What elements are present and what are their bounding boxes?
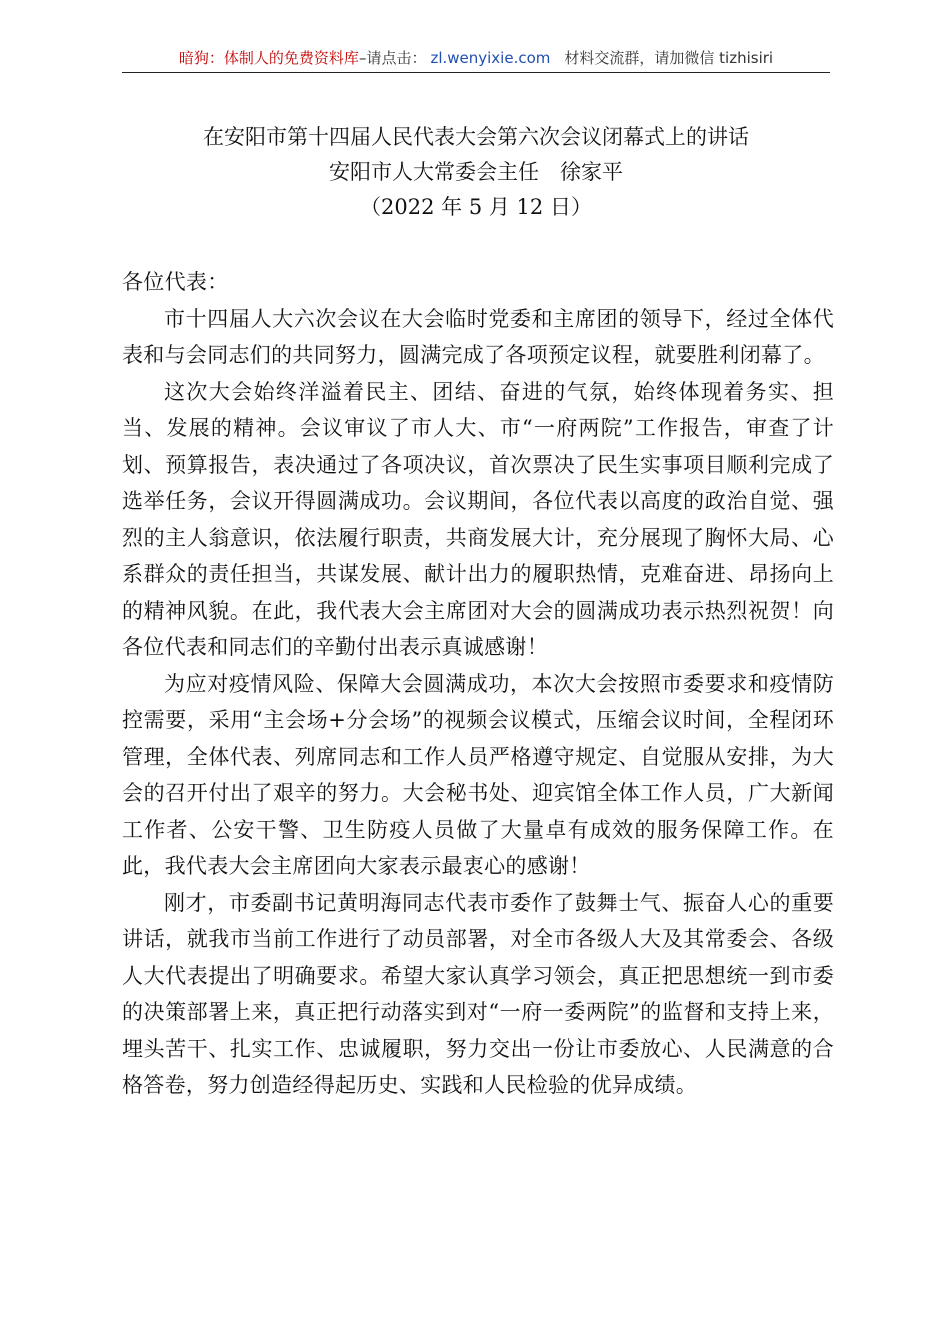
document-date: （2022 年 5 月 12 日）	[360, 195, 592, 219]
document-heading	[122, 120, 830, 225]
header-divider	[122, 72, 830, 73]
paragraph-3: 为应对疫情风险、保障大会圆满成功，本次大会按照市委要求和疫情防控需要，采用“主会场+分会场”的视频会议模式，压缩会议时间，全程闭环管理，全体代表、列席同志和工作人员严格遵守规定、自觉服从安排，为大会的召开付出了艰辛的努力。大会秘书处、迎宾馆全体工作人员，广大新闻工作者、公安干警、卫生防疫人员做了大量卓有成效的服务保障工作。在此，我代表大会主席团向大家表示最衷心的感谢！	[122, 671, 834, 878]
document-title: 在安阳市第十四届人民代表大会第六次会议闭幕式上的讲话	[203, 125, 749, 149]
document-speaker: 安阳市人大常委会主任 徐家平	[329, 160, 623, 184]
salutation: 各位代表：	[122, 270, 229, 294]
header-link[interactable]: zl.wenyixie.com	[430, 49, 551, 67]
paragraph-1: 市十四届人大六次会议在大会临时党委和主席团的领导下，经过全体代表和与会同志们的共同努力，圆满完成了各项预定议程，就要胜利闭幕了。	[122, 306, 834, 367]
header-prompt: –请点击：	[358, 49, 427, 67]
paragraph-2: 这次大会始终洋溢着民主、团结、奋进的气氛，始终体现着务实、担当、发展的精神。会议审议了市人大、市“一府两院”工作报告，审查了计划、预算报告，表决通过了各项决议，首次票决了民生实事项目顺利完成了选举任务，会议开得圆满成功。会议期间，各位代表以高度的政治自觉、强烈的主人翁意识，依法履行职责，共商发展大计，充分展现了胸怀大局、心系群众的责任担当，共谋发展、献计出力的履职热情，克难奋进、昂扬向上的精神风貌。在此，我代表大会主席团对大会的圆满成功表示热烈祝贺！向各位代表和同志们的辛勤付出表示真诚感谢！	[122, 379, 834, 659]
page-header	[122, 44, 830, 72]
paragraph-4: 刚才，市委副书记黄明海同志代表市委作了鼓舞士气、振奋人心的重要讲话，就我市当前工作进行了动员部署，对全市各级人大及其常委会、各级人大代表提出了明确要求。希望大家认真学习领会，真正把思想统一到市委的决策部署上来，真正把行动落实到对“一府一委两院”的监督和支持上来，埋头苦干、扎实工作、忠诚履职，努力交出一份让市委放心、人民满意的合格答卷，努力创造经得起历史、实践和人民检验的优异成绩。	[122, 890, 834, 1097]
document-body	[122, 264, 834, 1104]
header-brand: 暗狗：体制人的免费资料库	[178, 49, 359, 67]
header-contact: 材料交流群，请加微信 tizhisiri	[564, 49, 774, 67]
